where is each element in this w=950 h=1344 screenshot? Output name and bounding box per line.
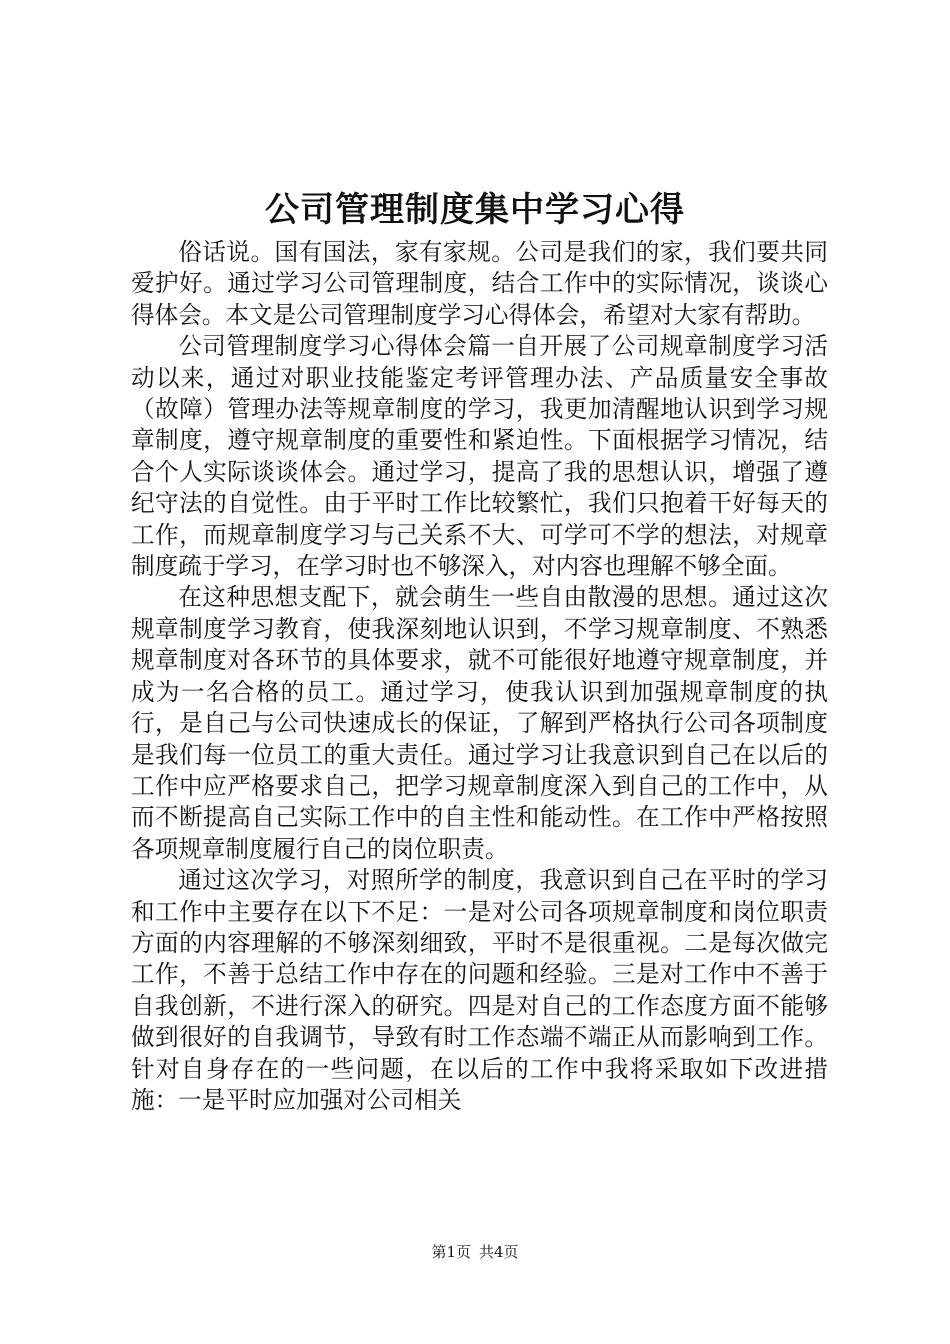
page-total: 共4页 bbox=[479, 1243, 519, 1261]
document-body bbox=[131, 237, 828, 1116]
paragraph-1: 俗话说。国有国法，家有家规。公司是我们的家，我们要共同爱护好。通过学习公司管理制度，结合工作中的实际情况，谈谈心得体会。本文是公司管理制度学习心得体会，希望对大家有帮助。 bbox=[131, 238, 828, 329]
document-title: 公司管理制度集中学习心得 bbox=[265, 190, 685, 230]
paragraph-4: 通过这次学习，对照所学的制度，我意识到自己在平时的学习和工作中主要存在以下不足：一是对公司各项规章制度和岗位职责方面的内容理解的不够深刻细致，平时不是很重视。二是每次做完工作，不善于总结工作中存在的问题和经验。三是对工作中不善于自我创新，不进行深入的研究。四是对自己的工作态度方面不能够做到很好的自我调节，导致有时工作态端不端正从而影响到工作。针对自身存在的一些问题，在以后的工作中我将采取如下改进措施：一是平时应加强对公司相关 bbox=[131, 866, 828, 1114]
page-footer bbox=[0, 1240, 950, 1264]
paragraph-2: 公司管理制度学习心得体会篇一自开展了公司规章制度学习活动以来，通过对职业技能鉴定考评管理办法、产品质量安全事故（故障）管理办法等规章制度的学习，我更加清醒地认识到学习规章制度，遵守规章制度的重要性和紧迫性。下面根据学习情况，结合个人实际谈谈体会。通过学习，提高了我的思想认识，增强了遵纪守法的自觉性。由于平时工作比较繁忙，我们只抱着干好每天的工作，而规章制度学习与己关系不大、可学可不学的想法，对规章制度疏于学习，在学习时也不够深入，对内容也理解不够全面。 bbox=[131, 332, 828, 581]
paragraph-3: 在这种思想支配下，就会萌生一些自由散漫的思想。通过这次规章制度学习教育，使我深刻地认识到，不学习规章制度、不熟悉规章制度对各环节的具体要求，就不可能很好地遵守规章制度，并成为一名合格的员工。通过学习，使我认识到加强规章制度的执行，是自己与公司快速成长的保证，了解到严格执行公司各项制度是我们每一位员工的重大责任。通过学习让我意识到自己在以后的工作中应严格要求自己，把学习规章制度深入到自己的工作中，从而不断提高自己实际工作中的自主性和能动性。在工作中严格按照各项规章制度履行自己的岗位职责。 bbox=[131, 583, 828, 863]
page-number: 第1页 bbox=[431, 1243, 471, 1261]
